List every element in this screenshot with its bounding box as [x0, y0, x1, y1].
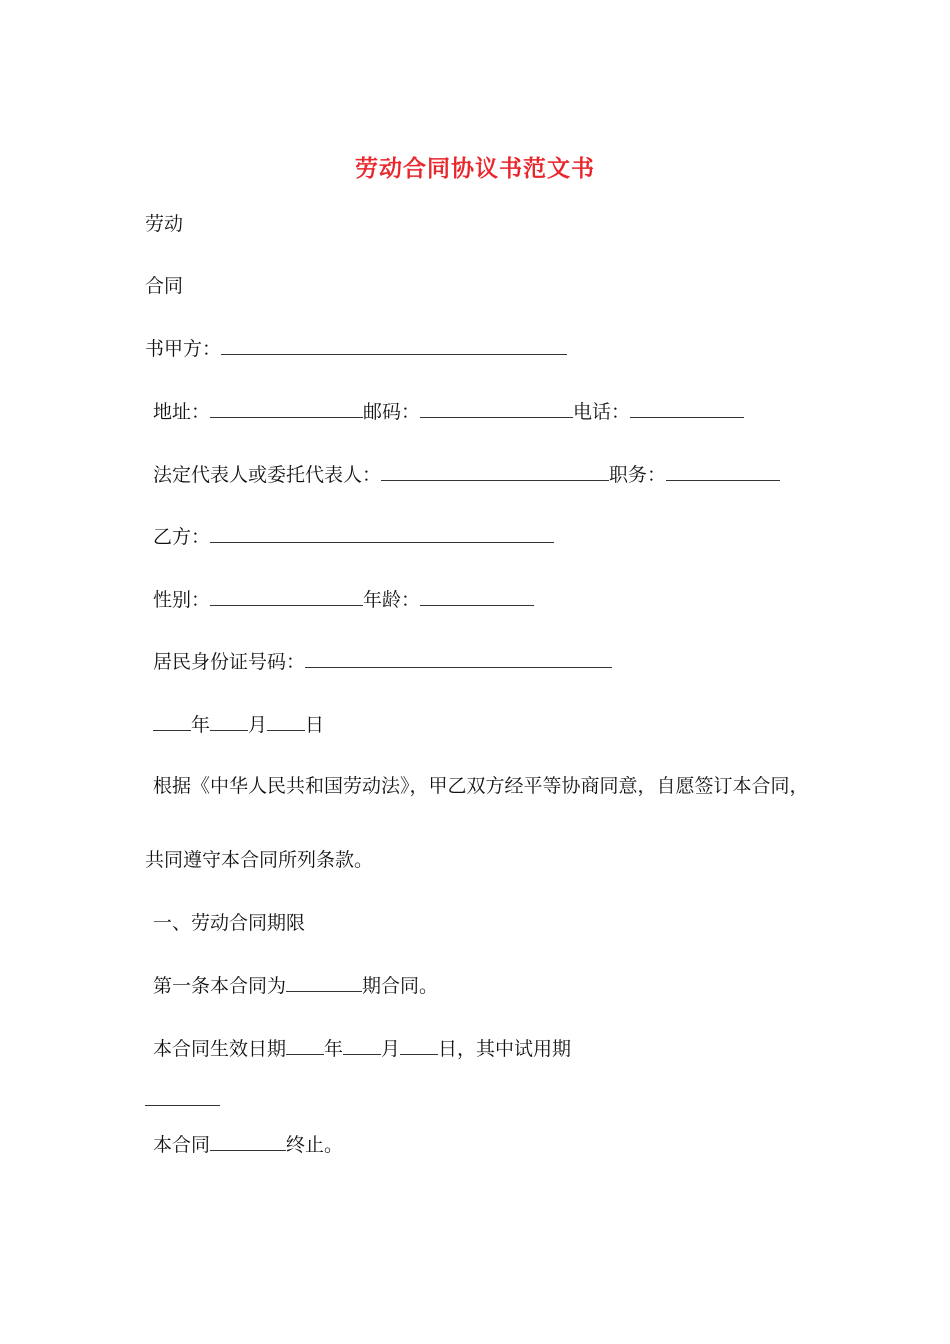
text-line-2: 合同: [145, 275, 184, 297]
phone-blank[interactable]: [630, 397, 744, 418]
party-b-blank[interactable]: [210, 522, 554, 543]
party-a-label: 书甲方：: [145, 338, 222, 360]
id-number-blank[interactable]: [305, 647, 612, 668]
month-label: 月: [248, 714, 268, 736]
year-blank[interactable]: [153, 710, 191, 731]
contract-type-blank[interactable]: [286, 971, 362, 992]
address-label: 地址：: [153, 401, 211, 423]
section-heading: 一、劳动合同期限: [153, 912, 306, 934]
probation-blank[interactable]: [145, 1085, 220, 1106]
effective-day-blank[interactable]: [400, 1034, 438, 1055]
party-a-line: [145, 334, 567, 363]
text-line-1: 劳动: [145, 213, 184, 235]
month-blank[interactable]: [210, 710, 248, 731]
effective-month-blank[interactable]: [343, 1034, 381, 1055]
phone-label: 电话：: [573, 401, 631, 423]
party-b-line: [153, 522, 554, 551]
date-line: [153, 710, 324, 739]
postcode-label: 邮码：: [363, 401, 421, 423]
effective-label: 本合同生效日期: [153, 1038, 287, 1060]
effective-year-label: 年: [324, 1038, 344, 1060]
party-a-blank[interactable]: [221, 334, 567, 355]
party-b-label: 乙方：: [153, 526, 211, 548]
position-blank[interactable]: [666, 460, 780, 481]
position-label: 职务：: [609, 464, 667, 486]
day-blank[interactable]: [267, 710, 305, 731]
article-1-suffix: 期合同。: [362, 975, 439, 997]
legal-rep-label: 法定代表人或委托代表人：: [153, 464, 382, 486]
postcode-blank[interactable]: [420, 397, 573, 418]
article-1-line: [153, 971, 438, 1000]
year-label: 年: [191, 714, 211, 736]
basis-paragraph: 根据《中华人民共和国劳动法》，甲乙双方经平等协商同意，自愿签订本合同，: [153, 775, 809, 797]
document-title: 劳动合同协议书范文书: [355, 155, 595, 182]
address-line: [153, 397, 744, 426]
article-1-label: 第一条本合同为: [153, 975, 287, 997]
effective-month-label: 月: [381, 1038, 401, 1060]
termination-blank[interactable]: [210, 1130, 286, 1151]
termination-suffix: 终止。: [286, 1134, 344, 1156]
termination-line: [153, 1130, 343, 1159]
id-number-line: [153, 647, 612, 676]
termination-label: 本合同: [153, 1134, 211, 1156]
legal-rep-line: [153, 460, 780, 489]
effective-tail: 日，其中试用期: [438, 1038, 572, 1060]
age-blank[interactable]: [420, 585, 534, 606]
effective-date-line: [153, 1034, 571, 1063]
legal-rep-blank[interactable]: [381, 460, 609, 481]
gender-label: 性别：: [153, 589, 211, 611]
day-label: 日: [305, 714, 325, 736]
address-blank[interactable]: [210, 397, 363, 418]
basis-continuation: 共同遵守本合同所列条款。: [145, 849, 374, 871]
gender-blank[interactable]: [210, 585, 363, 606]
effective-year-blank[interactable]: [286, 1034, 324, 1055]
id-number-label: 居民身份证号码：: [153, 651, 306, 673]
gender-age-line: [153, 585, 534, 614]
age-label: 年龄：: [363, 589, 421, 611]
